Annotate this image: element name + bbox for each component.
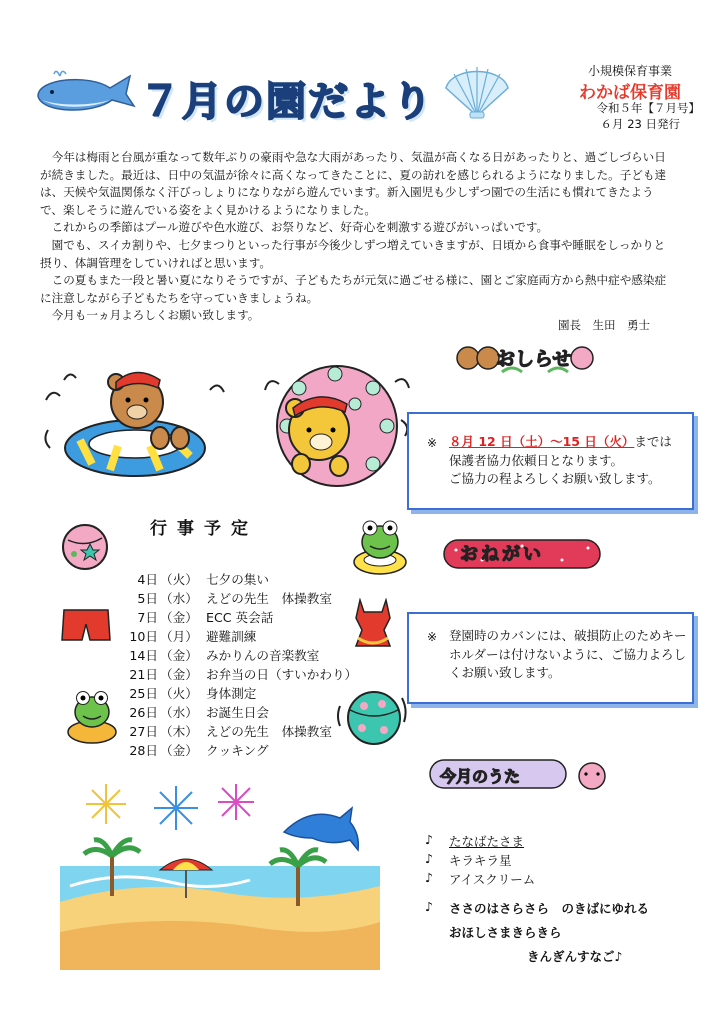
- bear-swim-ring-illustration: [40, 360, 230, 485]
- beach-fireworks-illustration: [60, 782, 390, 972]
- swimsuit-illustration: [350, 598, 396, 650]
- schedule-weekday: （水）: [160, 591, 198, 606]
- issue-label: 令和５年【７月号】: [596, 101, 700, 115]
- bear-float-illustration: [255, 360, 415, 495]
- schedule-weekday: （木）: [160, 724, 198, 739]
- schedule-event: みかりんの音楽教室: [206, 648, 320, 663]
- onegai-sticker: おねがい: [460, 544, 544, 565]
- schedule-event: えどの先生 体操教室: [206, 591, 332, 606]
- beach-ball-illustration: [60, 522, 110, 572]
- notice-text: [449, 433, 672, 489]
- notice-line: までは: [634, 434, 672, 449]
- schedule-event: 身体測定: [206, 686, 257, 701]
- frog-swim-ring-illustration: [64, 684, 120, 746]
- schedule-event: 七夕の集い: [206, 572, 269, 587]
- paragraph: 今年は梅雨と台風が重なって数年ぶりの豪雨や急な大雨があったり、気温が高くなる日があったりと、過ごしづらい日が続きました。最近は、日中の気温が徐々に高くなってきたことに、夏の訪れを感じられるようになりました。子ども達は、天候や気温関係なく汗びっしょりになりながら遊んでいます。新入園児も少しずつ園での生活にも慣れてきたようで、楽しそうに遊んでいる姿をよく見かけるようになりました。: [40, 150, 667, 217]
- notice-line: ご協力の程よろしくお願い致します。: [449, 471, 661, 486]
- paragraph: 園でも、スイカ割りや、七夕まつりといった行事が今後少しずつ増えていきますが、日頃から食事や睡眠をしっかりと摂り、体調管理をしていければと思います。: [40, 237, 666, 270]
- schedule-day: 5日: [137, 591, 158, 606]
- schedule-weekday: （金）: [160, 743, 198, 758]
- greeting-body: [40, 149, 674, 325]
- music-note-icon: ♪: [425, 899, 433, 914]
- swim-trunks-illustration: [60, 606, 112, 644]
- schedule-event: ECC 英会話: [206, 610, 274, 625]
- lyric-line: おほしさまきらきら: [449, 925, 562, 940]
- music-note-icon: ♪: [425, 870, 433, 885]
- lyric-line: ささのはさらさら のきばにゆれる: [449, 901, 650, 916]
- schedule-weekday: （水）: [160, 705, 198, 720]
- seashell-illustration: [442, 62, 512, 120]
- notice-text: [449, 627, 687, 683]
- schedule-weekday: （金）: [160, 610, 198, 625]
- schedule-weekday: （金）: [160, 667, 198, 682]
- schedule-event: お誕生日会: [206, 705, 269, 720]
- principal-signature: 園長 生田 勇士: [558, 318, 650, 332]
- schedule-day: 4日: [137, 572, 158, 587]
- music-note-icon: ♪: [425, 851, 433, 866]
- schedule-weekday: （火）: [160, 572, 198, 587]
- notice-mark: ※: [427, 630, 438, 644]
- notice-box-keyholder: [407, 612, 694, 704]
- schedule-weekday: （火）: [160, 686, 198, 701]
- notice-mark: ※: [427, 436, 438, 450]
- organization-type: 小規模保育事業: [587, 64, 672, 78]
- notice-box-parent-support: [407, 412, 694, 510]
- schedule-event: えどの先生 体操教室: [206, 724, 332, 739]
- song-sticker: 今月のうた: [440, 767, 521, 786]
- paragraph: 今月も一ヵ月よろしくお願い致します。: [51, 308, 260, 323]
- schedule-day: 26日: [129, 705, 158, 720]
- notice-line: ホルダーは付けないように、ご協力よろし: [449, 646, 687, 662]
- whale-illustration: [30, 66, 140, 116]
- schedule-day: 7日: [137, 610, 158, 625]
- music-note-icon: ♪: [425, 832, 433, 847]
- schedule-day: 14日: [129, 648, 158, 663]
- issue-date: ６月 23 日発行: [600, 117, 680, 131]
- paragraph: これからの季節はプール遊びや色水遊び、お祭りなど、好奇心を刺激する遊びがいっぱいです。: [51, 220, 549, 235]
- notice-highlight-dates: ８月 12 日（土）～15 日（火）: [449, 434, 635, 449]
- schedule-day: 21日: [129, 667, 158, 682]
- notice-line: 登園時のカバンには、破損防止のためキー: [449, 628, 687, 643]
- schedule-event: 避難訓練: [206, 629, 257, 644]
- frog-swim-ring-illustration: [350, 514, 410, 578]
- page-title: ７月の園だより: [140, 79, 434, 125]
- notice-line: 保護者協力依頼日となります。: [449, 452, 624, 468]
- schedule-event: お弁当の日（すいかわり）: [206, 667, 358, 682]
- beach-ball-illustration: [336, 686, 410, 748]
- schedule-title: 行事予定: [150, 519, 258, 539]
- song-title: たなばたさま: [449, 834, 525, 849]
- schedule-weekday: （月）: [160, 629, 198, 644]
- schedule-day: 28日: [129, 743, 158, 758]
- lyric-line: きんぎんすなご♪: [527, 949, 623, 964]
- paragraph: この夏もまた一段と暑い夏になりそうですが、子どもたちが元気に過ごせる様に、園とご家庭両方から熱中症や感染症に注意しながら子どもたちを守っていきましょうね。: [40, 273, 667, 305]
- schedule-day: 10日: [129, 629, 158, 644]
- organization-name: わかば保育園: [579, 83, 681, 103]
- notice-line: くお願い致します。: [449, 665, 561, 680]
- schedule-weekday: （金）: [160, 648, 198, 663]
- schedule-day: 25日: [129, 686, 158, 701]
- song-title: キラキラ星: [449, 853, 512, 868]
- schedule-day: 27日: [129, 724, 158, 739]
- schedule-event: クッキング: [206, 743, 269, 758]
- oshirase-sticker: おしらせ: [496, 348, 572, 370]
- song-title: アイスクリーム: [449, 872, 536, 887]
